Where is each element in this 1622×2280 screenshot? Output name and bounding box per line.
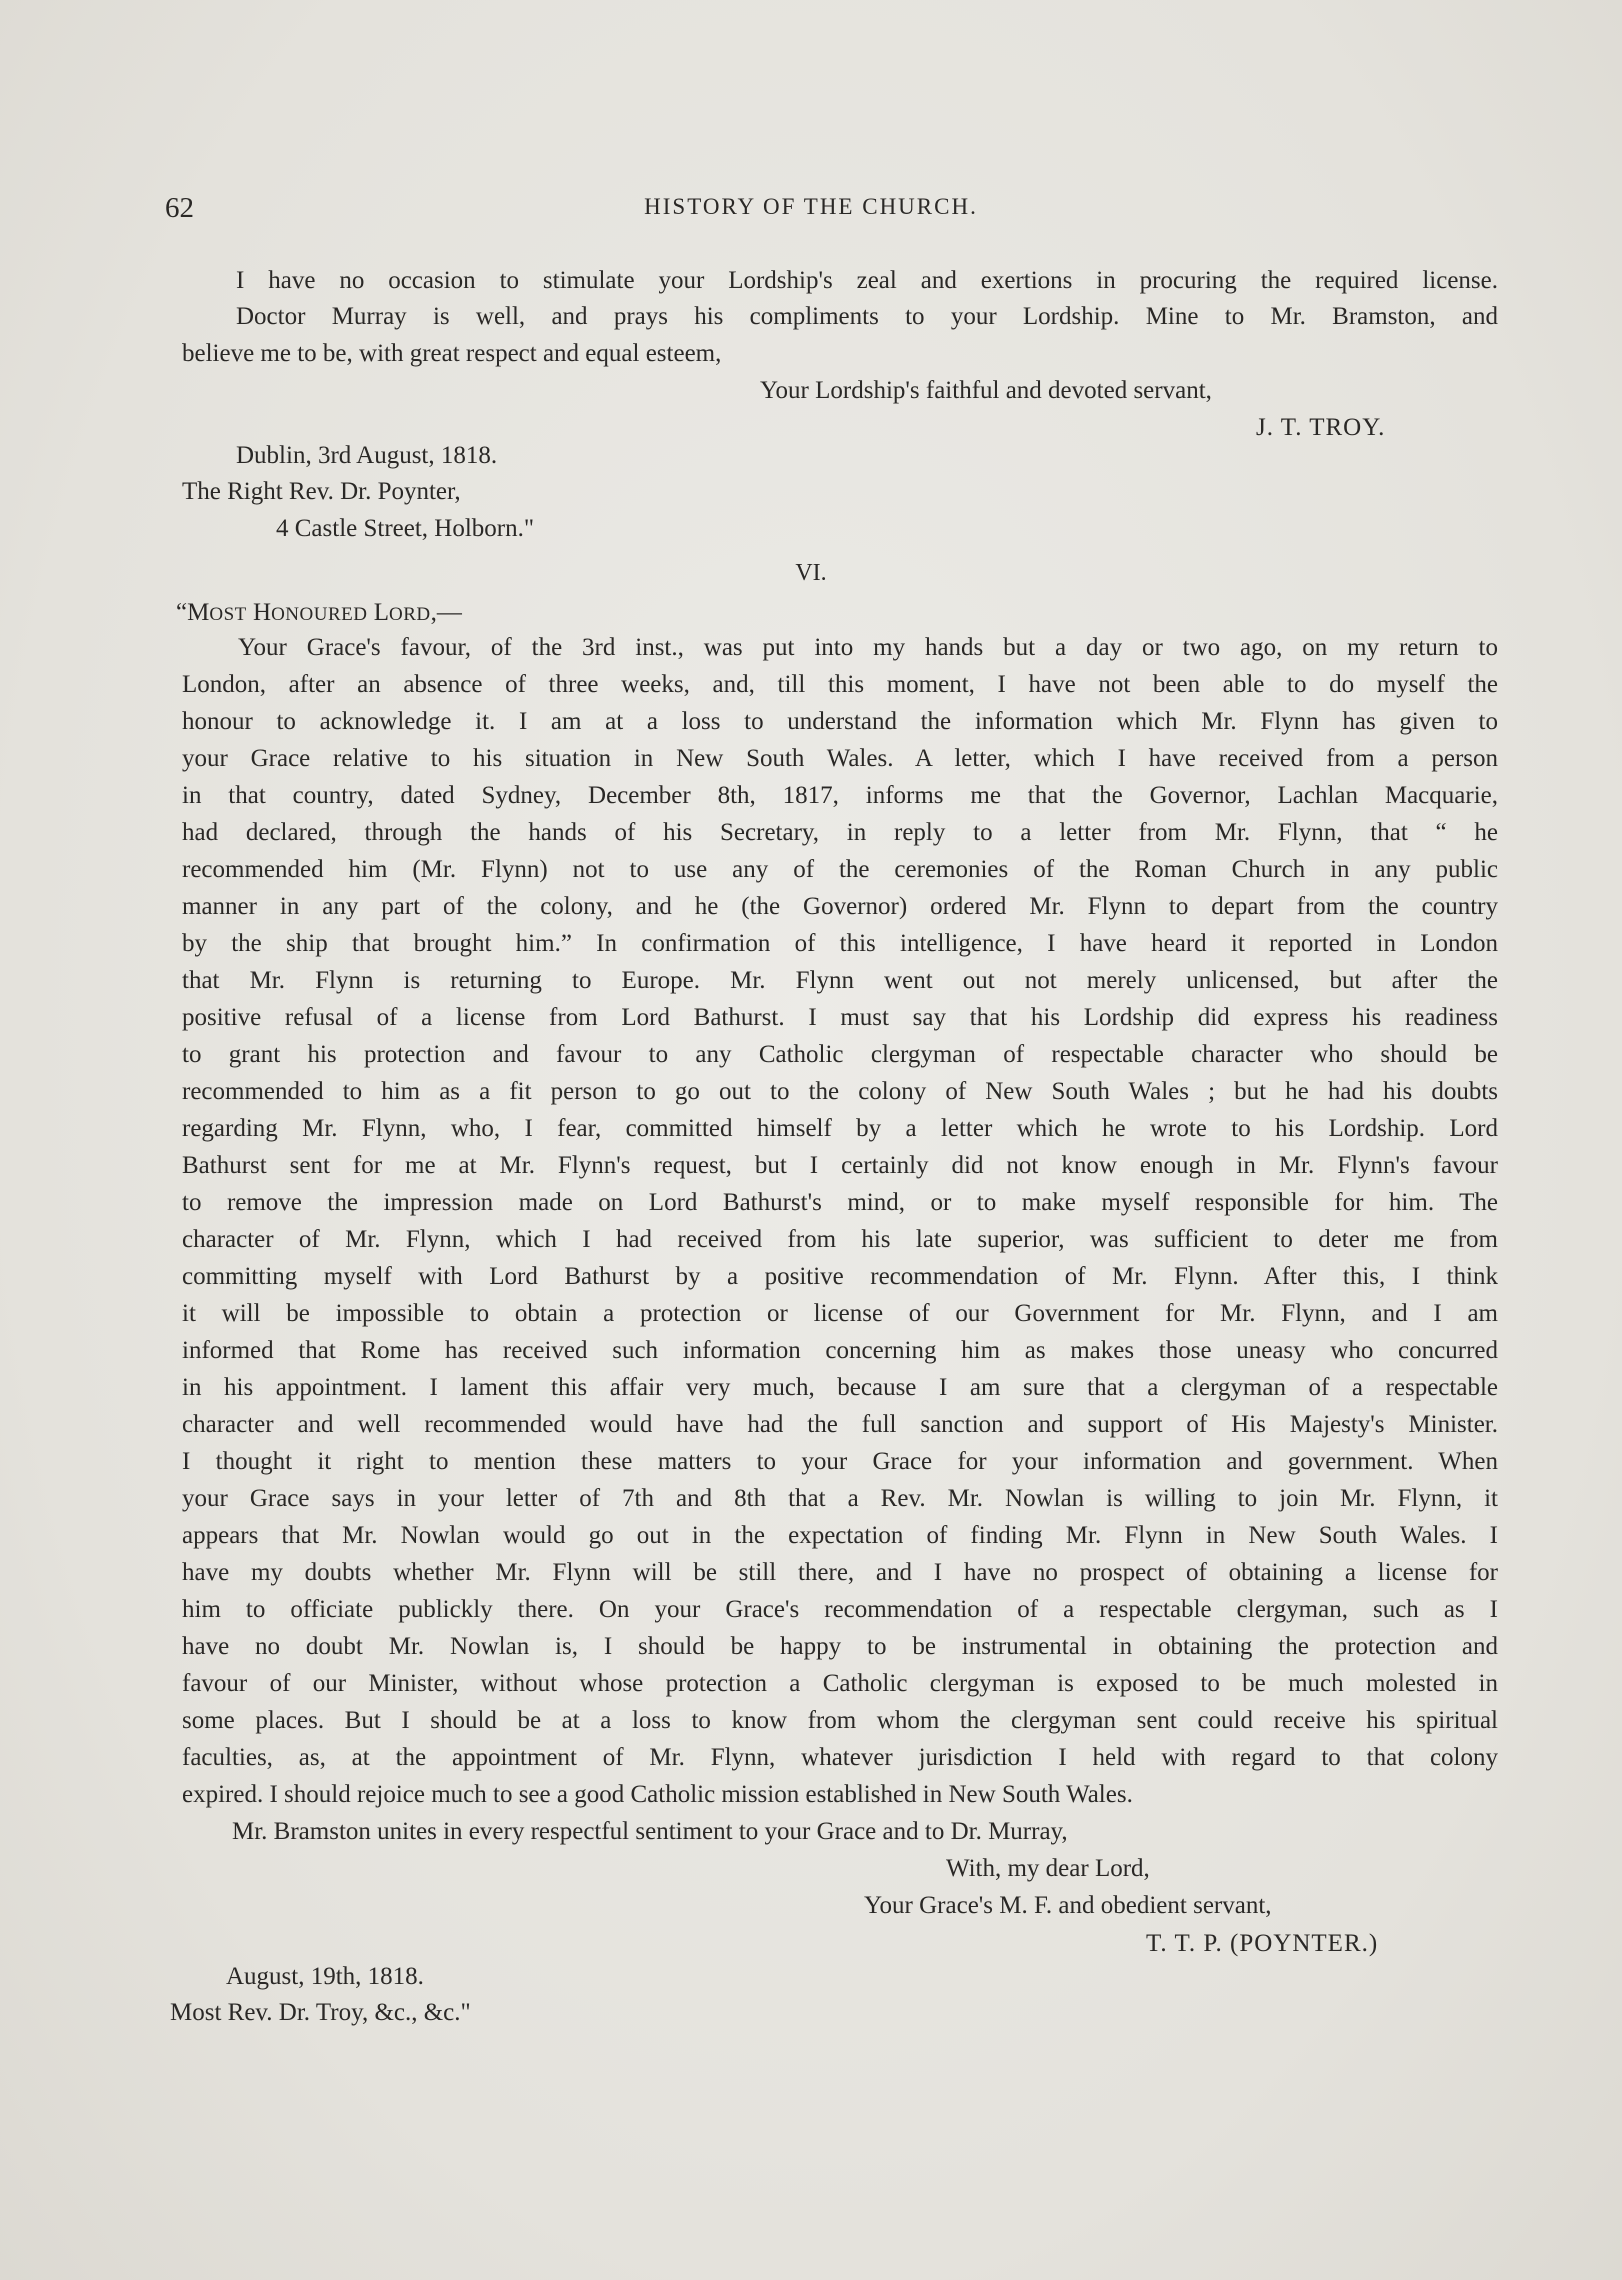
running-title: HISTORY OF THE CHURCH.	[644, 194, 978, 219]
body-line: faculties, as, at the appointment of Mr. Flynn, whatever jurisdiction I held with regard to that colony	[182, 1744, 1498, 1771]
body-line: in that country, dated Sydney, December 8th, 1817, informs me that the Governor, Lachlan Macquarie,	[182, 782, 1498, 809]
paragraph-line: Doctor Murray is well, and prays his compliments to your Lordship. Mine to Mr. Bramston, and	[236, 303, 1498, 330]
body-line: to remove the impression made on Lord Bathurst's mind, or to make myself responsible for him. The	[182, 1189, 1498, 1216]
paragraph-line: believe me to be, with great respect and equal esteem,	[182, 340, 722, 367]
body-line: appears that Mr. Nowlan would go out in the expectation of finding Mr. Flynn in New South Wales. I	[182, 1522, 1498, 1549]
body-line: to grant his protection and favour to any Catholic clergyman of respectable character who should be	[182, 1041, 1498, 1068]
addressee: The Right Rev. Dr. Poynter,	[182, 478, 461, 505]
body-line: committing myself with Lord Bathurst by a positive recommendation of Mr. Flynn. After this, I think	[182, 1263, 1498, 1290]
body-line: expired. I should rejoice much to see a good Catholic mission established in New South Wales.	[182, 1781, 1133, 1808]
body-line: Your Grace's favour, of the 3rd inst., was put into my hands but a day or two ago, on my return to	[238, 634, 1498, 661]
body-line: by the ship that brought him.” In confirmation of this intelligence, I have heard it reported in London	[182, 930, 1498, 957]
body-line: some places. But I should be at a loss to know from whom the clergyman sent could receive his spiritual	[182, 1707, 1498, 1734]
body-line: character and well recommended would have had the full sanction and support of His Majesty's Minister.	[182, 1411, 1498, 1438]
body-line: honour to acknowledge it. I am at a loss to understand the information which Mr. Flynn has given to	[182, 708, 1498, 735]
postscript: Mr. Bramston unites in every respectful sentiment to your Grace and to Dr. Murray,	[232, 1818, 1068, 1845]
body-line: your Grace relative to his situation in New South Wales. A letter, which I have received from a person	[182, 745, 1498, 772]
body-line: I thought it right to mention these matters to your Grace for your information and government. When	[182, 1448, 1498, 1475]
body-line: that Mr. Flynn is returning to Europe. Mr. Flynn went out not merely unlicensed, but after the	[182, 967, 1498, 994]
body-line: have no doubt Mr. Nowlan is, I should be happy to be instrumental in obtaining the protection and	[182, 1633, 1498, 1660]
body-line: had declared, through the hands of his Secretary, in reply to a letter from Mr. Flynn, that “ he	[182, 819, 1498, 846]
salutation: “MOST HONOURED LORD,—	[176, 599, 462, 626]
body-line: character of Mr. Flynn, which I had received from his late superior, was sufficient to deter me from	[182, 1226, 1498, 1253]
running-head	[0, 192, 1622, 232]
valediction: Your Lordship's faithful and devoted servant,	[760, 377, 1212, 404]
body-line: informed that Rome has received such information concerning him as makes those uneasy who concurred	[182, 1337, 1498, 1364]
place-date: Dublin, 3rd August, 1818.	[236, 442, 498, 469]
body-line: favour of our Minister, without whose protection a Catholic clergyman is exposed to be much molested in	[182, 1670, 1498, 1697]
body-line: Bathurst sent for me at Mr. Flynn's request, but I certainly did not know enough in Mr. Flynn's favour	[182, 1152, 1498, 1179]
body-line: him to officiate publickly there. On your Grace's recommendation of a respectable clergyman, such as I	[182, 1596, 1498, 1623]
closing-line: With, my dear Lord,	[946, 1855, 1150, 1882]
paragraph-line: I have no occasion to stimulate your Lordship's zeal and exertions in procuring the required license.	[236, 267, 1498, 294]
signature: T. T. P. (POYNTER.)	[1146, 1930, 1379, 1957]
body-line: have my doubts whether Mr. Flynn will be still there, and I have no prospect of obtaining a license for	[182, 1559, 1498, 1586]
letter-numeral: VI.	[795, 560, 827, 586]
addressee: Most Rev. Dr. Troy, &c., &c."	[170, 1999, 471, 2026]
body-line: in his appointment. I lament this affair very much, because I am sure that a clergyman of a respectable	[182, 1374, 1498, 1401]
address: 4 Castle Street, Holborn."	[276, 515, 535, 542]
closing-line: Your Grace's M. F. and obedient servant,	[864, 1892, 1272, 1919]
body-line: recommended to him as a fit person to go out to the colony of New South Wales ; but he had his doubts	[182, 1078, 1498, 1105]
body-line: recommended him (Mr. Flynn) not to use any of the ceremonies of the Roman Church in any public	[182, 856, 1498, 883]
body-line: your Grace says in your letter of 7th and 8th that a Rev. Mr. Nowlan is willing to join Mr. Flynn, it	[182, 1485, 1498, 1512]
body-line: regarding Mr. Flynn, who, I fear, committed himself by a letter which he wrote to his Lordship. Lord	[182, 1115, 1498, 1142]
letter-date: August, 19th, 1818.	[226, 1963, 424, 1990]
signature: J. T. TROY.	[1256, 414, 1386, 441]
body-line: London, after an absence of three weeks, and, till this moment, I have not been able to do myself the	[182, 671, 1498, 698]
body-line: manner in any part of the colony, and he (the Governor) ordered Mr. Flynn to depart from the country	[182, 893, 1498, 920]
body-line: positive refusal of a license from Lord Bathurst. I must say that his Lordship did express his readiness	[182, 1004, 1498, 1031]
page-number: 62	[165, 192, 194, 224]
body-line: it will be impossible to obtain a protection or license of our Government for Mr. Flynn, and I am	[182, 1300, 1498, 1327]
